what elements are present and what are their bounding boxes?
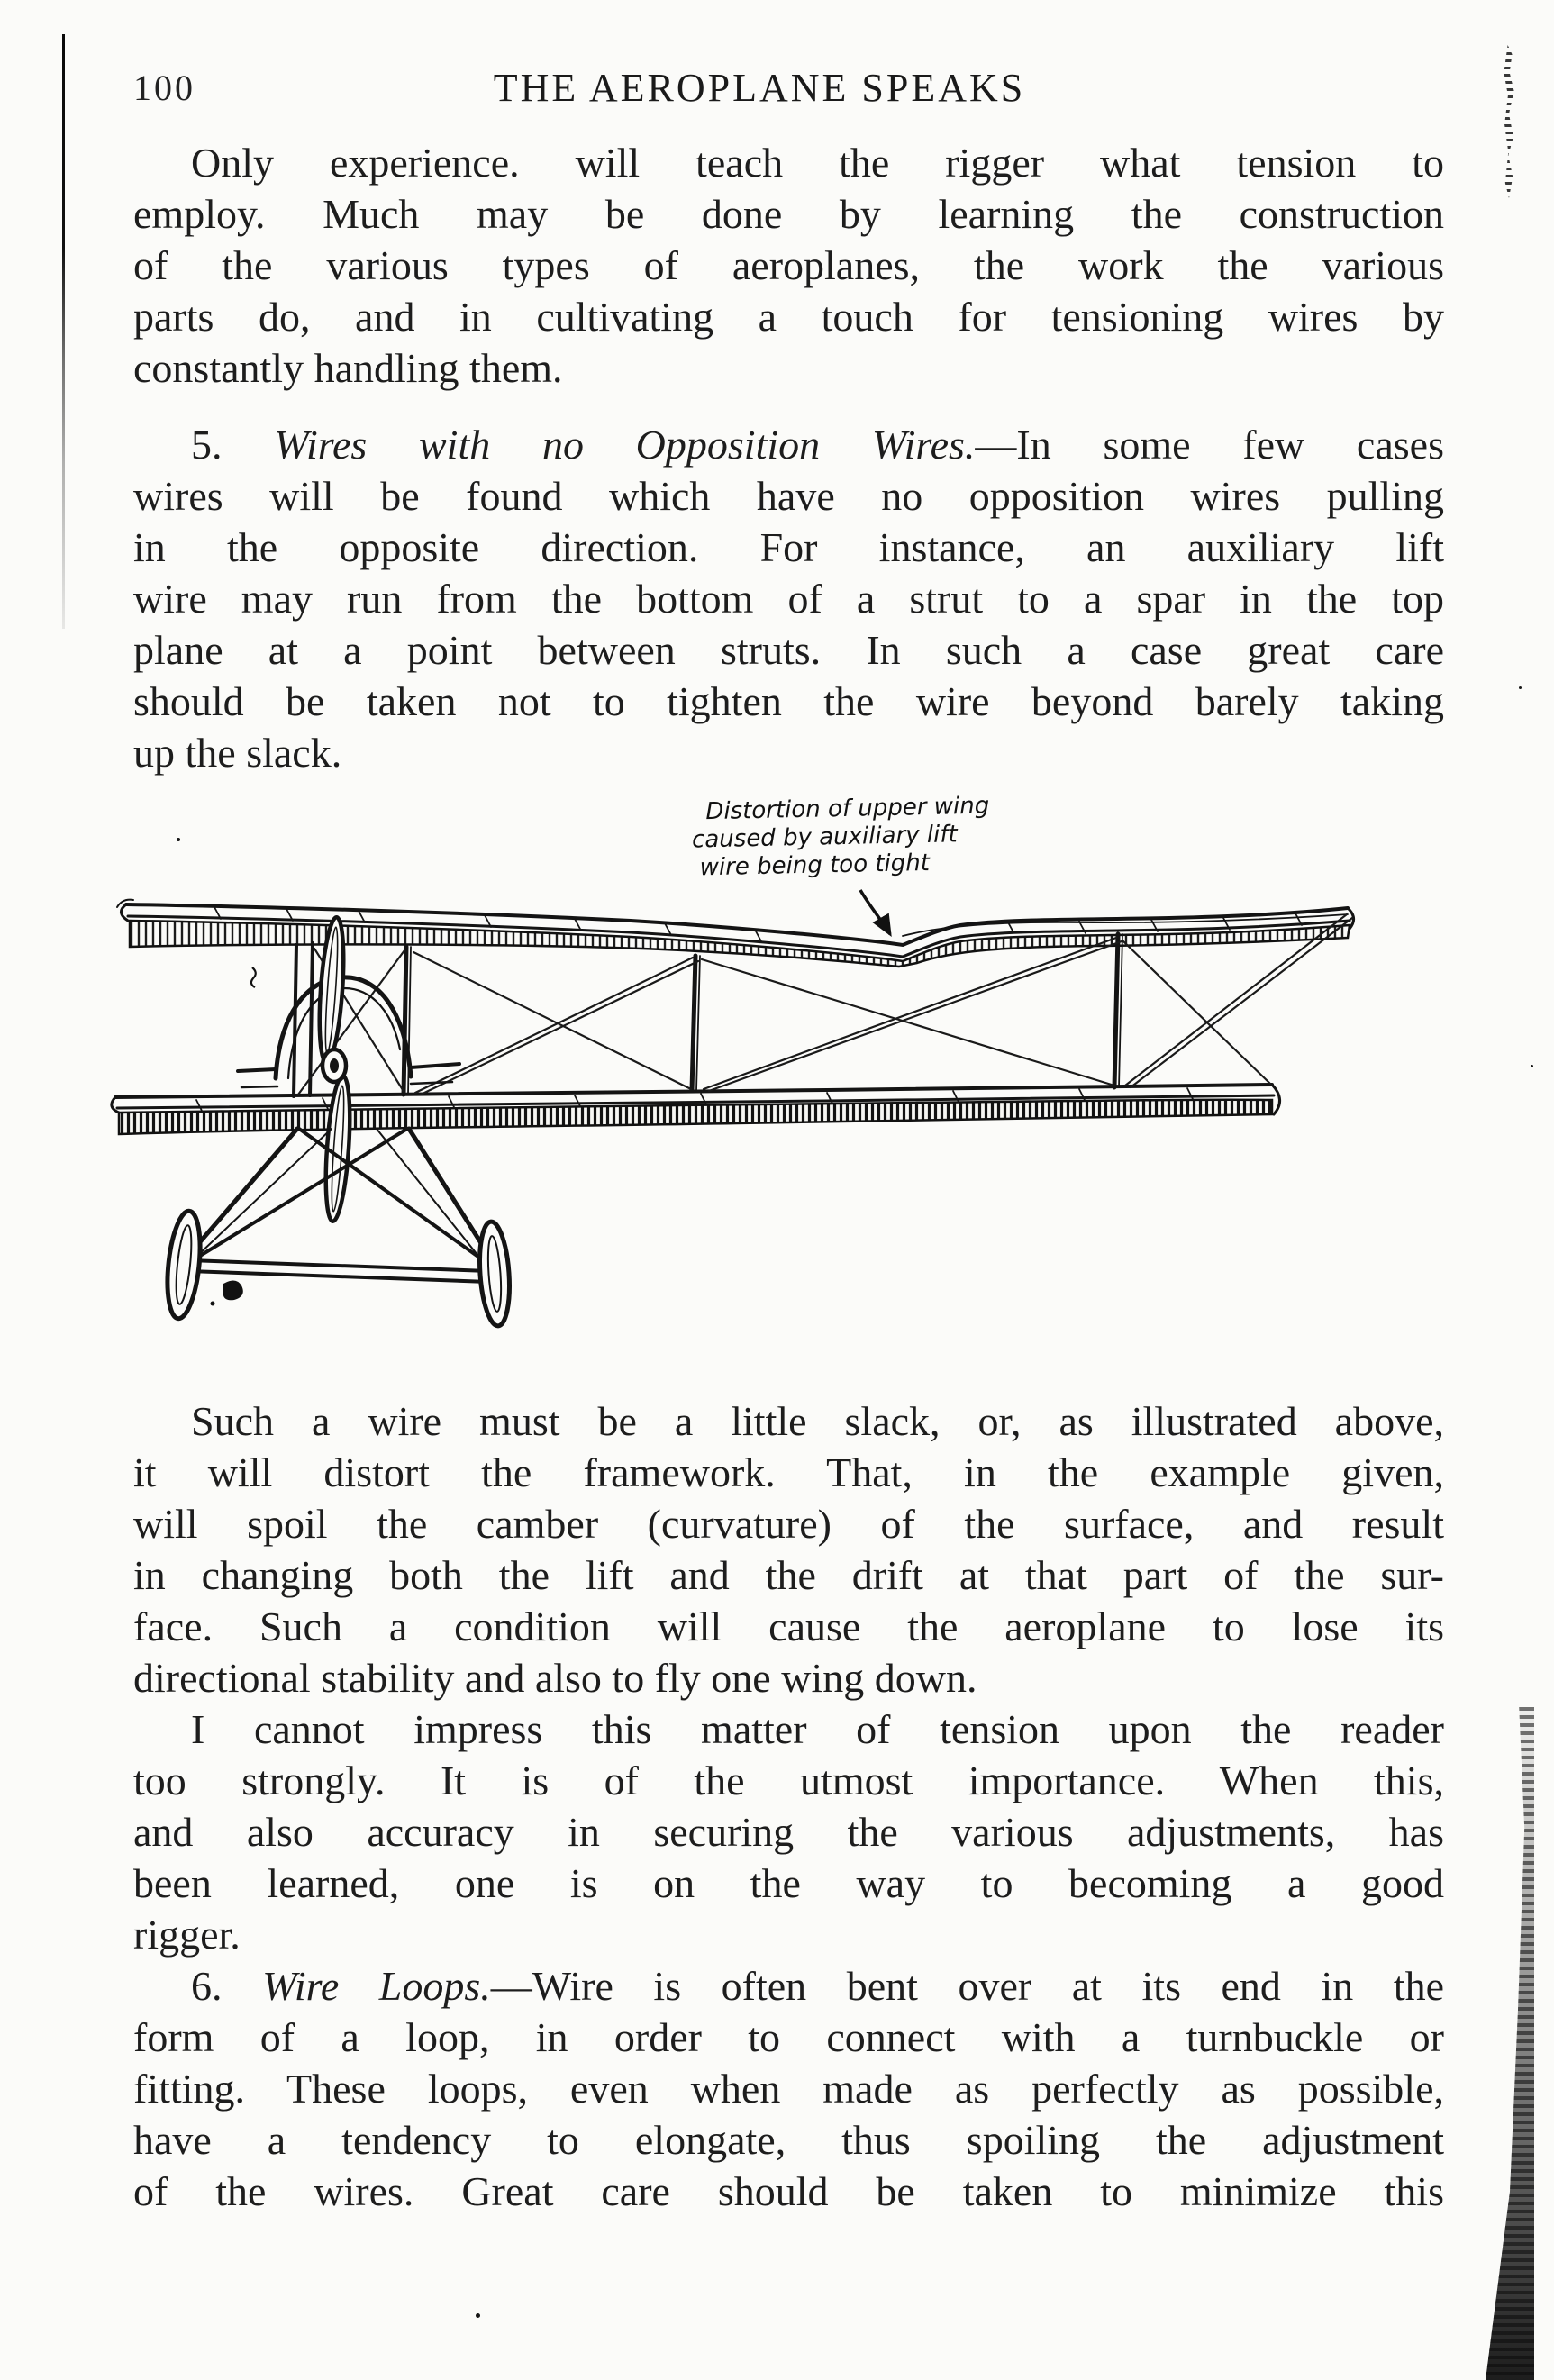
page-title: THE AEROPLANE SPEAKS — [493, 66, 1026, 110]
text-line — [133, 1909, 1444, 1960]
text-line — [133, 1549, 1444, 1601]
text-line — [133, 1498, 1444, 1549]
strut — [1114, 934, 1118, 1087]
text-run: should be taken not to tighten the wire beyond barely taking — [133, 678, 1444, 724]
text-run: parts do, and in cultivating a touch for tensioning wires by — [133, 294, 1444, 340]
text-line — [133, 1652, 1444, 1703]
text-line — [133, 137, 1444, 188]
text-line — [133, 1395, 1444, 1447]
text-line — [133, 1703, 1444, 1755]
text-run: Only experience. will teach the rigger what tension to — [191, 140, 1444, 186]
text-run: too strongly. It is of the utmost importance. When this, — [133, 1758, 1444, 1803]
scan-dot — [1531, 1065, 1533, 1067]
text-block-above-figure — [133, 137, 1444, 778]
text-run: wires will be found which have no opposition wires pulling — [133, 473, 1444, 519]
strut — [692, 956, 695, 1091]
text-line — [133, 2166, 1444, 2217]
text-line — [133, 1806, 1444, 1858]
landing-gear — [163, 1129, 513, 1327]
figure-caption — [691, 791, 1080, 883]
interplane-struts — [294, 934, 1122, 1096]
strut — [294, 945, 296, 1096]
biplane-illustration — [106, 878, 1405, 1365]
wheel — [163, 1210, 204, 1321]
text-run: constantly handling them. — [133, 345, 563, 391]
text-run: of the wires. Great care should be taken to minimize this — [133, 2168, 1444, 2214]
paragraph — [133, 1395, 1444, 1703]
text-run: 6. — [191, 1963, 263, 2009]
text-line — [133, 676, 1444, 727]
text-line — [133, 342, 1444, 394]
figure-caption-line: wire being too tight — [699, 849, 931, 882]
paragraph — [133, 419, 1444, 778]
scan-gutter-shadow — [1480, 1707, 1534, 2380]
text-line — [133, 1858, 1444, 1909]
text-line — [133, 291, 1444, 342]
text-run: I cannot impress this matter of tension upon the reader — [191, 1706, 1444, 1752]
text-run: face. Such a condition will cause the aeroplane to lose its — [133, 1603, 1444, 1649]
top-wing — [117, 900, 1354, 967]
text-run: 5. — [191, 422, 275, 468]
page-number: 100 — [133, 68, 195, 108]
text-run: will spoil the camber (curvature) of the surface, and result — [133, 1501, 1444, 1547]
strut — [404, 947, 406, 1095]
italic-run: Wire Loops. — [262, 1963, 491, 2009]
text-line — [133, 2063, 1444, 2114]
wheel — [477, 1221, 513, 1327]
text-line — [133, 240, 1444, 291]
text-run: of the various types of aeroplanes, the work the various — [133, 242, 1444, 288]
scan-dot — [1519, 686, 1522, 689]
paragraph — [133, 137, 1444, 394]
text-line — [133, 188, 1444, 240]
text-run: and also accuracy in securing the various adjustments, has — [133, 1809, 1444, 1855]
text-run: plane at a point between struts. In such a case great care — [133, 627, 1444, 673]
axle — [189, 1271, 488, 1282]
text-line — [133, 2012, 1444, 2063]
text-run: wire may run from the bottom of a strut to a spar in the top — [133, 576, 1444, 622]
text-line — [133, 2114, 1444, 2166]
text-run: —Wire is often bent over at its end in the — [490, 1963, 1445, 2009]
text-line — [133, 470, 1444, 522]
bottom-wing — [112, 1085, 1280, 1134]
engine-cowling — [238, 977, 459, 1087]
axle — [189, 1260, 488, 1271]
text-run: in changing both the lift and the drift at that part of the sur- — [133, 1552, 1444, 1598]
text-run: have a tendency to elongate, thus spoiling the adjustment — [133, 2117, 1444, 2163]
text-run: fitting. These loops, even when made as perfectly as possible, — [133, 2066, 1444, 2112]
text-line — [133, 1447, 1444, 1498]
text-run: it will distort the framework. That, in the example given, — [133, 1449, 1444, 1495]
figure-caption-line: caused by auxiliary lift — [691, 821, 959, 854]
gear-leg — [193, 1129, 407, 1260]
text-run: up the slack. — [133, 730, 342, 776]
text-block-below-figure — [133, 1395, 1444, 2217]
scan-dot — [476, 2313, 480, 2318]
text-run: —In some few cases — [975, 422, 1444, 468]
ink-marks — [211, 967, 256, 1306]
text-run: been learned, one is on the way to becoming a good — [133, 1860, 1444, 1906]
text-run: employ. Much may be done by learning the construction — [133, 191, 1444, 237]
text-line — [133, 624, 1444, 676]
paragraph — [133, 1703, 1444, 1960]
text-run: form of a loop, in order to connect with a turnbuckle or — [133, 2014, 1444, 2060]
paragraph — [133, 1960, 1444, 2217]
text-line — [133, 1601, 1444, 1652]
text-run: in the opposite direction. For instance, an auxiliary lift — [133, 524, 1444, 570]
italic-run: Wires with no Opposition Wires. — [274, 422, 976, 468]
scan-edge-line — [62, 34, 65, 629]
text-line — [133, 522, 1444, 573]
bottom-wing-rib-band — [119, 1100, 1272, 1134]
distortion-arrow — [860, 890, 890, 934]
text-run: directional stability and also to fly one wing down. — [133, 1655, 977, 1701]
text-line — [133, 727, 1444, 778]
text-line — [133, 573, 1444, 624]
text-line — [133, 1755, 1444, 1806]
figure-caption-line: Distortion of upper wing — [705, 792, 990, 826]
scan-speckle — [1503, 45, 1515, 198]
text-line — [133, 419, 1444, 470]
scan-dot — [177, 838, 180, 841]
text-line — [133, 1960, 1444, 2012]
text-run: rigger. — [133, 1912, 241, 1958]
propeller — [315, 916, 353, 1222]
gear-leg — [187, 1129, 297, 1257]
strut — [310, 943, 313, 1095]
text-run: Such a wire must be a little slack, or, as illustrated above, — [191, 1398, 1444, 1444]
